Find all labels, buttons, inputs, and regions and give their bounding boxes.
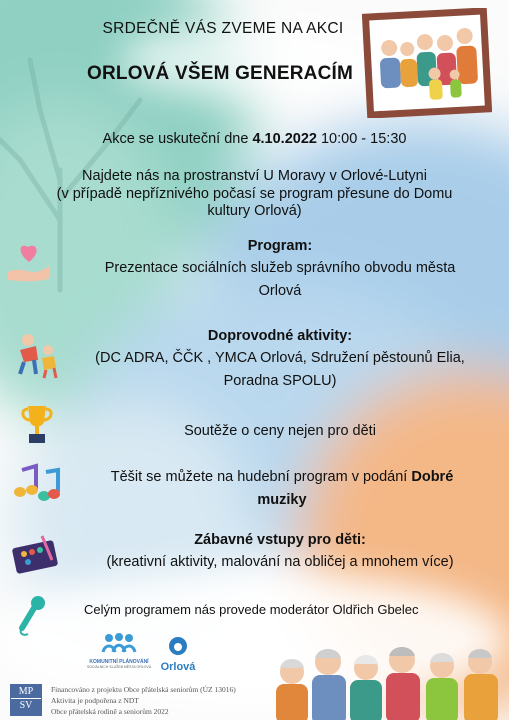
footer-funding-text — [51, 684, 236, 717]
venue-line: (v případě nepříznivého počasí se program přesune do Domu — [56, 185, 453, 202]
activities-line: Poradna SPOLU) — [223, 373, 337, 389]
trophy-icon — [20, 404, 54, 446]
music-band-part2: muziky — [257, 492, 307, 508]
music-section — [72, 466, 492, 512]
music-notes-icon — [12, 462, 62, 504]
contests-section — [60, 420, 500, 443]
venue-line: Najdete nás na prostranství U Moravy v Orlové-Lutyni — [82, 168, 427, 184]
kids-text: (kreativní aktivity, malování na obličej a mnohem více) — [106, 554, 454, 570]
event-date: 4.10.2022 — [252, 131, 317, 147]
venue-line: kultury Orlová) — [207, 203, 302, 219]
footer-line: Financováno z projektu Obce přátelská seniorům (ÚZ 13016) — [51, 685, 236, 694]
orlova-logo — [158, 636, 198, 673]
heart-hand-icon — [6, 238, 52, 284]
orlova-logo-text: Orlová — [160, 661, 196, 673]
mpsv-logo-top: MP — [18, 686, 34, 697]
program-section — [60, 238, 500, 303]
music-prefix: Těšit se můžete na hudební program v podání — [110, 469, 412, 485]
contests-text: Soutěže o ceny nejen pro děti — [184, 423, 376, 439]
kp-logo-line2: SOCIÁLNÍCH SLUŽEB MĚSTA ORLOVÁ — [86, 665, 152, 669]
activities-section — [60, 328, 500, 393]
footer-line: Aktivita je podpořena z NDT — [51, 696, 139, 705]
program-heading: Program: — [247, 238, 313, 254]
komunitni-planovani-logo — [84, 632, 154, 669]
kp-logo-line1: KOMUNITNÍ PLÁNOVÁNÍ — [89, 659, 149, 665]
event-date-line — [0, 131, 509, 147]
mpsv-logo — [10, 684, 42, 716]
children-playing-icon — [12, 330, 62, 380]
date-prefix: Akce se uskuteční dne — [102, 131, 253, 147]
event-time: 10:00 - 15:30 — [316, 131, 407, 147]
activities-heading: Doprovodné aktivity: — [207, 328, 353, 344]
kids-section — [60, 532, 500, 574]
moderator-text: Celým programem nás provede moderátor Oldřich Gbelec — [84, 602, 419, 617]
footer-line: Obce přátelská rodině a seniorům 2022 — [51, 707, 169, 716]
program-line: Orlová — [258, 283, 302, 299]
art-supplies-icon — [12, 534, 58, 574]
mpsv-logo-bottom: SV — [11, 698, 41, 712]
microphone-icon — [14, 594, 48, 638]
activities-line: (DC ADRA, ČČK , YMCA Orlová, Sdružení pěstounů Elia, — [95, 350, 465, 366]
music-text — [72, 466, 492, 489]
orlova-emblem-icon — [168, 636, 188, 656]
music-band-part1: Dobré — [411, 469, 454, 485]
program-line: Prezentace sociálních služeb správního obvodu města — [104, 260, 456, 276]
kids-heading: Zábavné vstupy pro děti: — [194, 532, 366, 548]
seniors-group-illustration — [270, 640, 509, 720]
intro-heading: SRDEČNĚ VÁS ZVEME NA AKCI — [102, 20, 344, 37]
kp-people-icon — [101, 632, 137, 654]
event-title: ORLOVÁ VŠEM GENERACÍM — [87, 63, 353, 84]
family-portrait-image — [362, 8, 492, 118]
venue-text — [0, 168, 509, 221]
